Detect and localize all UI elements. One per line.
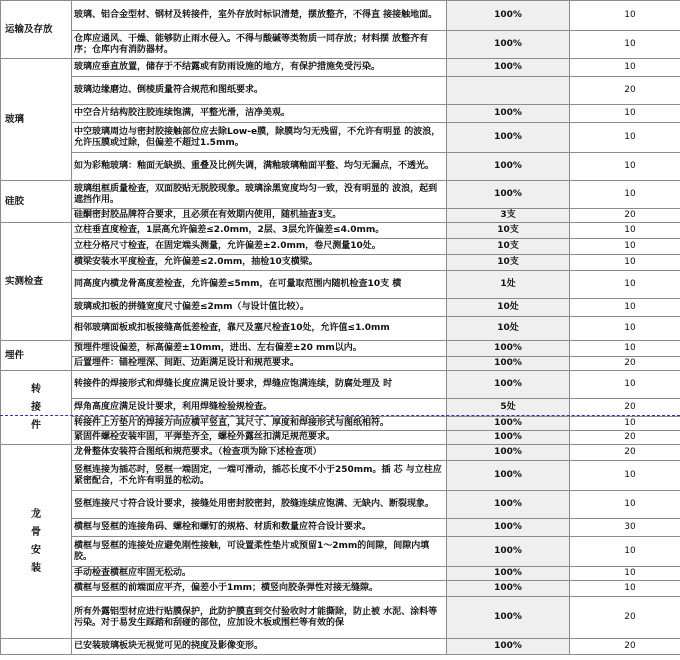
- ratio-cell: 100%: [447, 417, 570, 431]
- table-row: [1, 519, 680, 537]
- ratio-cell: 100%: [447, 491, 570, 519]
- table-row: [1, 77, 680, 105]
- table-row: [1, 1, 680, 31]
- requirement-cell: 竖框连接尺寸符合设计要求，接缝处用密封胶密封，胶缝连续应饱满、无缺内、断裂现象。: [72, 491, 447, 519]
- page-break-line: [0, 415, 680, 416]
- score-cell: 10: [570, 255, 680, 271]
- ratio-cell: 5处: [447, 399, 570, 417]
- requirement-cell: 玻璃边缘磨边、倒棱质量符合规范和图纸要求。: [72, 77, 447, 105]
- score-cell: 20: [570, 639, 680, 655]
- requirement-cell: 立柱垂直度检查，1层高允许偏差≤2.0mm，2层、3层允许偏差≤4.0mm。: [72, 223, 447, 239]
- score-cell: 20: [570, 431, 680, 445]
- requirement-cell: 龙骨整体安装符合图纸和规范要求。（检查项为除下述检查项）: [72, 445, 447, 461]
- requirement-cell: 横框与竖框的前端面应平齐，偏差小于1mm；横竖向胶条弹性对接无缝隙。: [72, 581, 447, 597]
- requirement-cell: 硅酮密封胶品牌符合要求，且必须在有效期内使用，随机抽查3支。: [72, 209, 447, 223]
- table-row: [1, 537, 680, 567]
- requirement-cell: 转接件上方垫片的焊接方向应横平竖直，其尺寸、厚度和焊接形式与图纸相符。: [72, 417, 447, 431]
- table-row: [1, 181, 680, 209]
- requirement-cell: 如为彩釉玻璃：釉面无缺损、重叠及比例失调，满釉玻璃釉面平整、均匀无漏点，不透光。: [72, 153, 447, 181]
- ratio-cell: 100%: [447, 445, 570, 461]
- inspection-table-body: [1, 1, 680, 655]
- score-cell: 20: [570, 77, 680, 105]
- category-label: 转 接 件: [31, 383, 43, 431]
- category-cell: [1, 59, 72, 181]
- table-row: [1, 399, 680, 417]
- table-row: [1, 209, 680, 223]
- ratio-cell: 10支: [447, 239, 570, 255]
- table-row: [1, 153, 680, 181]
- table-row: [1, 417, 680, 431]
- table-row: [1, 431, 680, 445]
- ratio-cell: 100%: [447, 357, 570, 371]
- score-cell: 10: [570, 271, 680, 299]
- score-cell: 10: [570, 341, 680, 357]
- ratio-cell: 10处: [447, 299, 570, 317]
- table-row: [1, 31, 680, 59]
- table-row: [1, 371, 680, 399]
- category-cell: [1, 1, 72, 59]
- ratio-cell: 10处: [447, 317, 570, 341]
- requirement-cell: 玻璃或扣板的拼缝宽度尺寸偏差≤2mm（与设计值比较）。: [72, 299, 447, 317]
- requirement-cell: 预埋件埋设偏差，标高偏差±10mm，进出、左右偏差±20 mm以内。: [72, 341, 447, 357]
- score-cell: 10: [570, 59, 680, 77]
- category-label: 运输及存放: [5, 24, 53, 35]
- score-cell: 10: [570, 223, 680, 239]
- category-cell: [1, 445, 72, 639]
- ratio-cell: 100%: [447, 567, 570, 581]
- ratio-cell: 100%: [447, 153, 570, 181]
- ratio-cell: 100%: [447, 461, 570, 491]
- table-row: [1, 581, 680, 597]
- score-cell: 20: [570, 597, 680, 639]
- table-row: [1, 255, 680, 271]
- table-row: [1, 123, 680, 153]
- requirement-cell: 已安装玻璃板块无视觉可见的挠度及影像变形。: [72, 639, 447, 655]
- requirement-cell: 玻璃、铝合金型材、钢材及转接件，室外存放时标识清楚，摆放整齐，不得直 接接触地面。: [72, 1, 447, 31]
- score-cell: 10: [570, 105, 680, 123]
- ratio-cell: 100%: [447, 123, 570, 153]
- requirement-cell: 焊角高度应满足设计要求，利用焊缝检验规检查。: [72, 399, 447, 417]
- requirement-cell: 立柱分格尺寸检查，在固定端头测量，允许偏差±2.0mm，卷尺测量10处。: [72, 239, 447, 255]
- score-cell: 10: [570, 491, 680, 519]
- table-row: [1, 461, 680, 491]
- category-cell: [1, 181, 72, 223]
- ratio-cell: 100%: [447, 597, 570, 639]
- table-row: [1, 445, 680, 461]
- category-label: 埋件: [5, 350, 25, 361]
- score-cell: 20: [570, 209, 680, 223]
- category-cell: [1, 639, 72, 655]
- score-cell: 20: [570, 399, 680, 417]
- score-cell: 10: [570, 1, 680, 31]
- category-label: 玻璃: [5, 114, 25, 125]
- category-cell: [1, 371, 72, 445]
- score-cell: 10: [570, 537, 680, 567]
- score-cell: 10: [570, 153, 680, 181]
- table-row: [1, 597, 680, 639]
- table-row: [1, 317, 680, 341]
- table-row: [1, 105, 680, 123]
- score-cell: 10: [570, 417, 680, 431]
- category-cell: [1, 341, 72, 371]
- requirement-cell: 中空玻璃周边与密封胶接触部位应去除Low-e膜，除膜均匀无残留，不允许有明显 的波浪，允许压膜或过除，但偏差不超过1.5mm。: [72, 123, 447, 153]
- score-cell: 10: [570, 581, 680, 597]
- table-row: [1, 491, 680, 519]
- table-row: [1, 341, 680, 357]
- score-cell: 20: [570, 357, 680, 371]
- requirement-cell: 仓库应通风、干燥、能够防止雨水侵入。不得与酸碱等类物质一同存放；材料摆 放整齐有序；仓库内有消防器材。: [72, 31, 447, 59]
- ratio-cell: 100%: [447, 519, 570, 537]
- ratio-cell: 100%: [447, 341, 570, 357]
- requirement-cell: 转接件的焊接形式和焊缝长度应满足设计要求，焊缝应饱满连续，防腐处理及 时: [72, 371, 447, 399]
- score-cell: 10: [570, 31, 680, 59]
- score-cell: 30: [570, 519, 680, 537]
- table-row: [1, 567, 680, 581]
- ratio-cell: 10支: [447, 223, 570, 239]
- requirement-cell: 后置埋件：锚栓埋深、间距、边距满足设计和规范要求。: [72, 357, 447, 371]
- requirement-cell: 横框与竖框的连接处应避免刚性接触，可设置柔性垫片或预留1～2mm的间隙，间隙内填胶。: [72, 537, 447, 567]
- category-label: 实测检查: [5, 276, 44, 287]
- category-cell: [1, 223, 72, 341]
- table-row: [1, 223, 680, 239]
- table-row: [1, 299, 680, 317]
- ratio-cell: 100%: [447, 31, 570, 59]
- ratio-cell: 100%: [447, 581, 570, 597]
- ratio-cell: [447, 77, 570, 105]
- score-cell: 10: [570, 567, 680, 581]
- requirement-cell: 同高度内横龙骨高度差检查，允许偏差≤5mm，在可量取范围内随机检查10支 横: [72, 271, 447, 299]
- table-row: [1, 59, 680, 77]
- requirement-cell: 玻璃组框质量检查，双面胶贴无脱胶现象。玻璃涂黑宽度均匀一致，没有明显的 波浪，起到遮挡作用。: [72, 181, 447, 209]
- requirement-cell: 相邻玻璃面板或扣板接缝高低差检查，靠尺及塞尺检查10处，允许值≤1.0mm: [72, 317, 447, 341]
- category-label: 硅胶: [5, 196, 25, 207]
- ratio-cell: 1处: [447, 271, 570, 299]
- table-row: [1, 639, 680, 655]
- score-cell: 10: [570, 317, 680, 341]
- category-label: 龙 骨 安 装: [31, 508, 43, 574]
- table-row: [1, 271, 680, 299]
- table-row: [1, 357, 680, 371]
- ratio-cell: 10支: [447, 255, 570, 271]
- ratio-cell: 100%: [447, 639, 570, 655]
- score-cell: 10: [570, 181, 680, 209]
- ratio-cell: 100%: [447, 371, 570, 399]
- requirement-cell: 所有外露铝型材应进行贴膜保护，此防护膜直到交付验收时才能撕除，防止被 水泥、涂料等污染。对于易发生踩踏和刮碰的部位，应加设木板或围栏等有效的保: [72, 597, 447, 639]
- ratio-cell: 100%: [447, 537, 570, 567]
- requirement-cell: 手动检查横框应牢固无松动。: [72, 567, 447, 581]
- score-cell: 10: [570, 123, 680, 153]
- ratio-cell: 100%: [447, 1, 570, 31]
- score-cell: 10: [570, 239, 680, 255]
- score-cell: 10: [570, 371, 680, 399]
- ratio-cell: 3支: [447, 209, 570, 223]
- table-row: [1, 239, 680, 255]
- ratio-cell: 100%: [447, 59, 570, 77]
- requirement-cell: 紧固件螺栓安装牢固，平弹垫齐全，螺栓外露丝扣满足规范要求。: [72, 431, 447, 445]
- score-cell: 10: [570, 299, 680, 317]
- requirement-cell: 横框与竖框的连接角码、螺栓和螺钉的规格、材质和数量应符合设计要求。: [72, 519, 447, 537]
- requirement-cell: 中空合片结构胶注胶连续饱满，平整光滑，洁净美观。: [72, 105, 447, 123]
- ratio-cell: 100%: [447, 181, 570, 209]
- requirement-cell: 竖框连接为插芯时，竖框一端固定，一端可滑动，插芯长度不小于250mm。插 芯 与立柱应紧密配合，不允许有明显的松动。: [72, 461, 447, 491]
- ratio-cell: 100%: [447, 105, 570, 123]
- requirement-cell: 横梁安装水平度检查，允许偏差≤2.0mm，抽检10支横梁。: [72, 255, 447, 271]
- requirement-cell: 玻璃应垂直放置，储存于不结露或有防雨设施的地方，有保护措施免受污染。: [72, 59, 447, 77]
- score-cell: 20: [570, 445, 680, 461]
- ratio-cell: 100%: [447, 431, 570, 445]
- score-cell: 10: [570, 461, 680, 491]
